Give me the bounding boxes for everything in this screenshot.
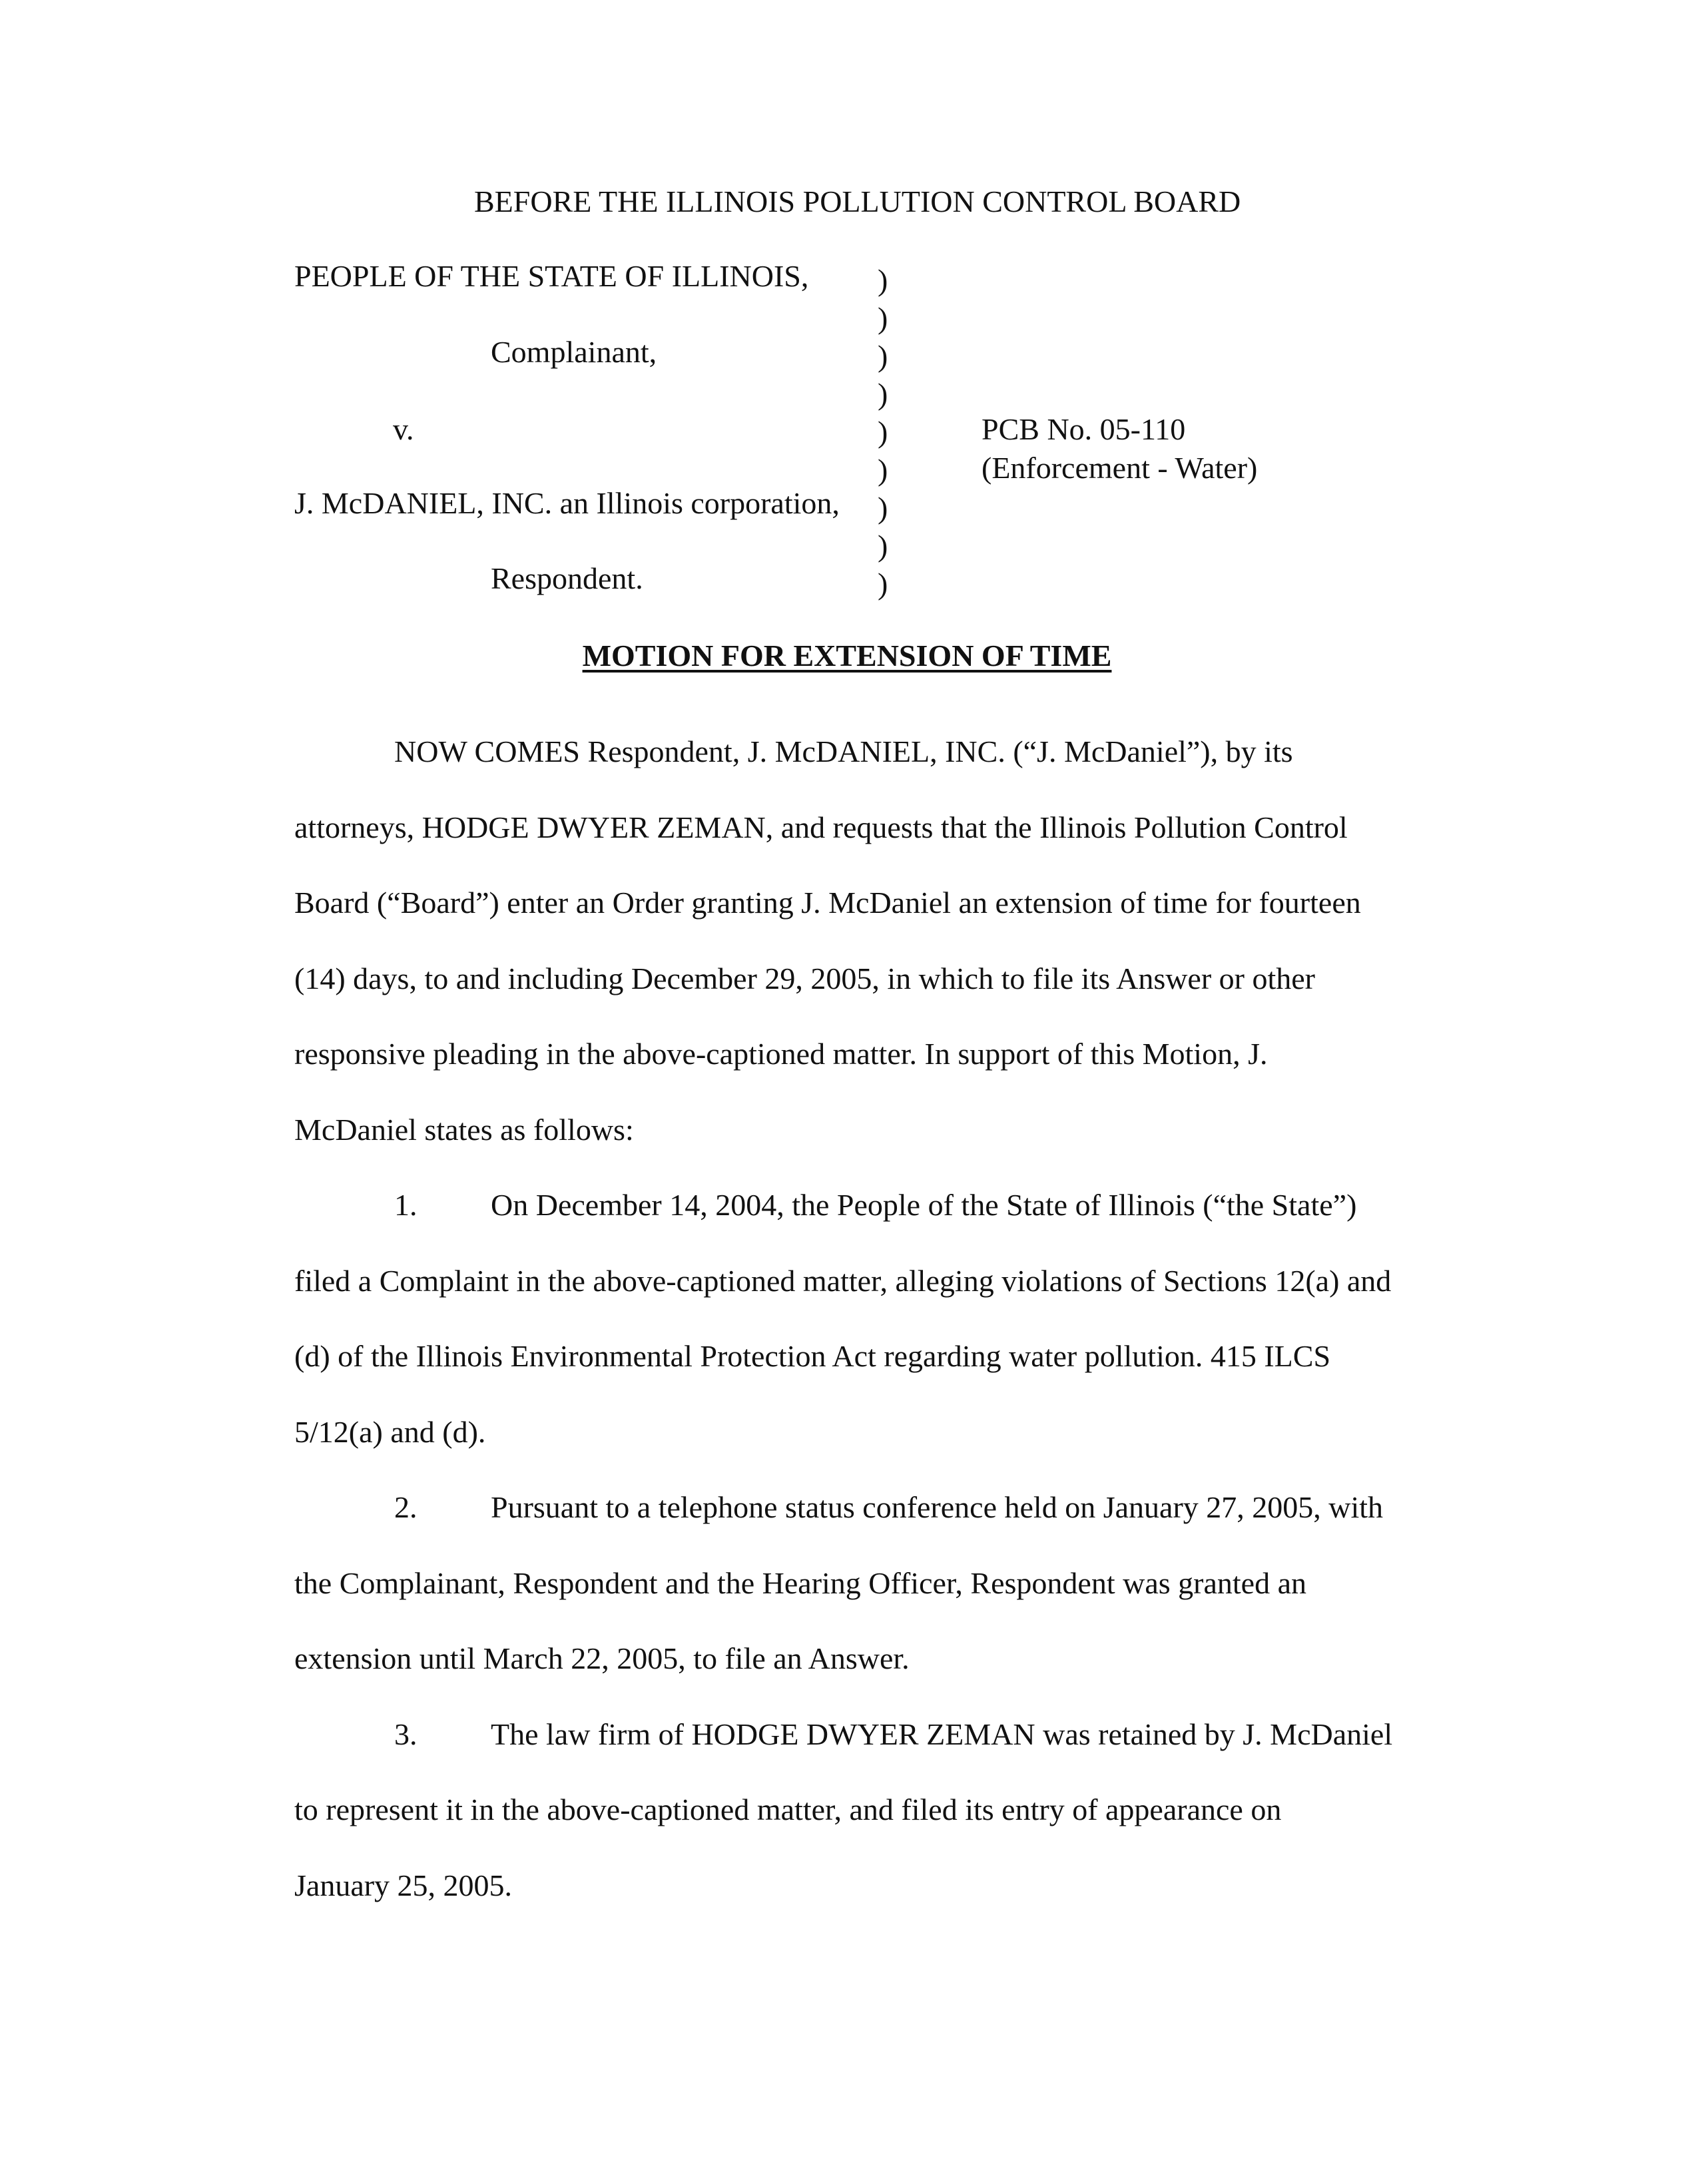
caption-parentheses: [878, 261, 888, 603]
plaintiff-role: Complainant,: [491, 335, 657, 369]
caption-paren: ): [878, 453, 888, 487]
caption-paren: ): [878, 339, 888, 373]
caption-paren: ): [878, 263, 888, 297]
body-line: extension until March 22, 2005, to file an Answer.: [294, 1641, 910, 1675]
caption-paren: ): [878, 415, 888, 449]
caption-paren: ): [878, 377, 888, 411]
body-line: (d) of the Illinois Environmental Protection Act regarding water pollution. 415 ILCS: [294, 1339, 1331, 1373]
defendant-name: J. McDANIEL, INC. an Illinois corporation,: [294, 486, 840, 520]
paragraph-number: 2.: [394, 1490, 418, 1524]
numbered-paragraph: [294, 1470, 1473, 1697]
body-line: [294, 1470, 1473, 1545]
case-type: (Enforcement - Water): [982, 451, 1258, 485]
motion-title: MOTION FOR EXTENSION OF TIME: [582, 639, 1112, 673]
paragraph-number: 1.: [394, 1188, 418, 1222]
body-line: responsive pleading in the above-captioned matter. In support of this Motion, J.: [294, 1037, 1268, 1071]
paragraph-text: Pursuant to a telephone status conference held on January 27, 2005, with: [491, 1490, 1384, 1524]
body-line: filed a Complaint in the above-captioned matter, alleging violations of Sections 12(a) and: [294, 1263, 1392, 1298]
body-line: McDaniel states as follows:: [294, 1112, 634, 1147]
motion-body: [294, 714, 1473, 1923]
defendant-role: Respondent.: [491, 561, 643, 595]
numbered-paragraph: [294, 1697, 1473, 1924]
caption-paren: ): [878, 567, 888, 601]
body-line: (14) days, to and including December 29, 2005, in which to file its Answer or other: [294, 961, 1316, 995]
caption-paren: ): [878, 529, 888, 563]
court-heading: BEFORE THE ILLINOIS POLLUTION CONTROL BOARD: [474, 184, 1241, 218]
caption-paren: ): [878, 301, 888, 335]
plaintiff-name: PEOPLE OF THE STATE OF ILLINOIS,: [294, 259, 809, 293]
body-line: NOW COMES Respondent, J. McDANIEL, INC. (“J. McDaniel”), by its: [394, 734, 1293, 768]
versus-label: v.: [393, 412, 414, 446]
body-line: January 25, 2005.: [294, 1868, 513, 1902]
numbered-paragraph: [294, 1167, 1473, 1470]
body-line: [294, 1167, 1473, 1243]
body-line: the Complainant, Respondent and the Hearing Officer, Respondent was granted an: [294, 1565, 1306, 1600]
case-number: PCB No. 05-110: [982, 412, 1186, 446]
caption-paren: ): [878, 491, 888, 525]
body-line: to represent it in the above-captioned matter, and filed its entry of appearance on: [294, 1792, 1282, 1826]
body-line: attorneys, HODGE DWYER ZEMAN, and requests that the Illinois Pollution Control: [294, 810, 1348, 844]
body-line: Board (“Board”) enter an Order granting J. McDaniel an extension of time for fourteen: [294, 886, 1361, 920]
body-line: 5/12(a) and (d).: [294, 1414, 486, 1449]
intro-paragraph: [294, 714, 1473, 1167]
paragraph-number: 3.: [394, 1717, 418, 1751]
paragraph-text: The law firm of HODGE DWYER ZEMAN was retained by J. McDaniel: [491, 1717, 1393, 1751]
paragraph-text: On December 14, 2004, the People of the State of Illinois (“the State”): [491, 1188, 1357, 1222]
body-line: [294, 1697, 1473, 1773]
